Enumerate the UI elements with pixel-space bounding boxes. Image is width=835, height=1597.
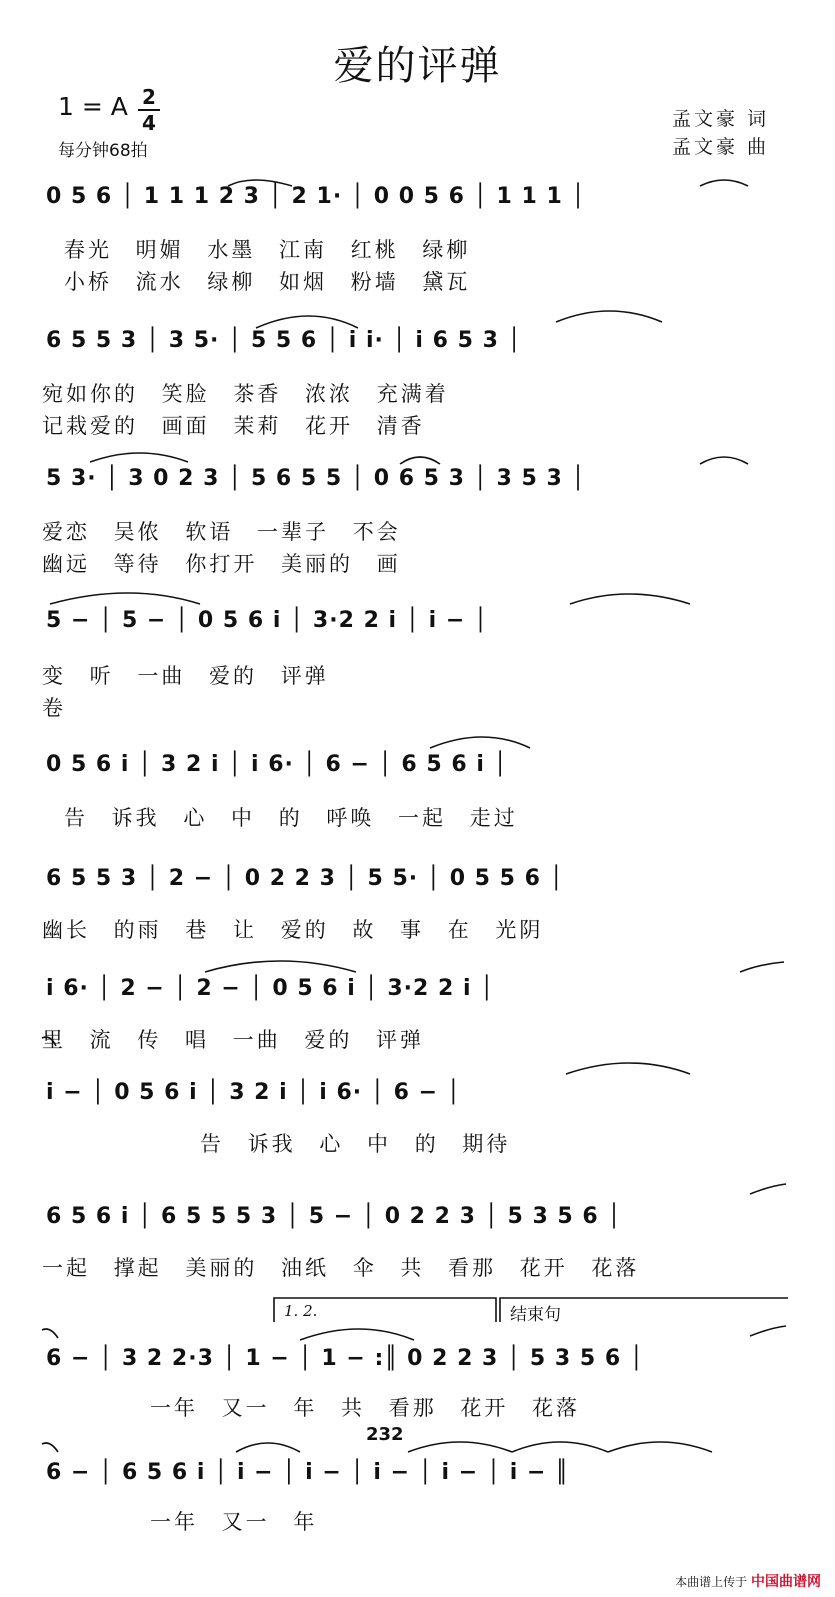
ending-label: 结束句 [510, 1305, 561, 1325]
lyric-row-9: 一起 撑起 美丽的 油纸 伞 共 看那 花开 花落 [42, 1256, 640, 1280]
lyric-row-8: 告 诉我 心 中 的 期待 [200, 1132, 511, 1156]
footer-credit [675, 1571, 821, 1591]
tie-mark [408, 1442, 512, 1452]
key-signature: 1 = A [58, 92, 128, 121]
staff-row-10: 6 − │ 3 2 2·3 │ 1 − │ 1 − :║ 0 2 2 3 │ 5 3 5 6 │ [46, 1346, 645, 1371]
lyric-row-2a: 宛如你的 笑脸 茶香 浓浓 充满着 [42, 382, 449, 406]
tie-mark [42, 1329, 58, 1338]
tie-mark [430, 737, 530, 748]
footer-uploaded: 本曲谱上传于 [675, 1575, 748, 1589]
lyric-row-3a: 爱恋 吴侬 软语 一辈子 不会 [42, 520, 401, 544]
tie-mark [50, 593, 200, 604]
tie-mark [512, 1442, 608, 1452]
staff-row-1: 0 5 6 │ 1 1 1 2 3 │ 2 1· │ 0 0 5 6 │ 1 1 1 │ [46, 184, 586, 209]
time-signature-bottom: 4 [142, 111, 156, 135]
lyric-row-10: 一年 又一 年 共 看那 花开 花落 [150, 1396, 581, 1420]
lyric-row-4b: 卷 [42, 696, 66, 720]
time-signature-top: 2 [142, 85, 156, 109]
staff-row-8: i − │ 0 5 6 i │ 3 2 i │ i 6· │ 6 − │ [46, 1080, 461, 1105]
tie-mark [556, 311, 662, 322]
tie-mark [256, 316, 358, 328]
tie-mark [740, 962, 784, 972]
score-title: 爱的评弹 [333, 43, 502, 89]
lyric-row-6: 幽长 的雨 巷 让 爱的 故 事 在 光阴 [42, 918, 544, 942]
tempo-marking: 每分钟68拍 [58, 141, 148, 161]
tie-mark [570, 594, 690, 604]
tie-mark [700, 180, 748, 186]
tie-mark [400, 457, 440, 464]
staff-row-11: 6 − │ 6 5 6 i │ i − │ i − │ i − │ i − │ i − ║ [46, 1460, 570, 1485]
lyric-row-1a: 春光 明媚 水墨 江南 红桃 绿柳 [64, 238, 471, 262]
lyric-row-4a: 变 听 一曲 爱的 评弹 [42, 664, 329, 688]
staff-row-4: 5 − │ 5 − │ 0 5 6 i │ 3·2 2 i │ i − │ [46, 608, 489, 633]
staff-row-5: 0 5 6 i │ 3 2 i │ i 6· │ 6 − │ 6 5 6 i │ [46, 752, 508, 777]
lyric-row-3b: 幽远 等待 你打开 美丽的 画 [42, 552, 401, 576]
staff-row-6: 6 5 5 3 │ 2 − │ 0 2 2 3 │ 5 5· │ 0 5 5 6 │ [46, 866, 564, 891]
tie-mark [700, 457, 748, 464]
volta-bracket [274, 1298, 496, 1322]
lyricist-credit: 孟文豪 词 [672, 108, 770, 130]
tie-mark [205, 961, 356, 972]
tie-mark [42, 1037, 56, 1046]
lyric-row-2b: 记栽爱的 画面 茉莉 花开 清香 [42, 414, 425, 438]
grace-notes: 232 [366, 1424, 404, 1445]
staff-row-7: i 6· │ 2 − │ 2 − │ 0 5 6 i │ 3·2 2 i │ [46, 976, 495, 1001]
lyric-row-5: 告 诉我 心 中 的 呼唤 一起 走过 [64, 806, 518, 830]
staff-row-3: 5 3· │ 3 0 2 3 │ 5 6 5 5 │ 0 6 5 3 │ 3 5 3 │ [46, 466, 586, 491]
staff-row-2: 6 5 5 3 │ 3 5· │ 5 5 6 │ i i· │ i 6 5 3 │ [46, 328, 522, 353]
tie-mark [566, 1063, 690, 1074]
lyric-row-1b: 小桥 流水 绿柳 如烟 粉墙 黛瓦 [64, 270, 471, 294]
site-logo: 中国曲谱网 [751, 1574, 821, 1590]
staff-row-9: 6 5 6 i │ 6 5 5 5 3 │ 5 − │ 0 2 2 3 │ 5 3 5 6 │ [46, 1204, 622, 1229]
tie-mark [42, 1443, 58, 1452]
tie-mark [750, 1184, 786, 1194]
tie-mark [750, 1326, 786, 1336]
composer-credit: 孟文豪 曲 [672, 136, 770, 158]
tie-mark [228, 180, 292, 186]
ending-bracket [500, 1298, 788, 1322]
tie-mark [608, 1442, 712, 1452]
volta-label: 1. 2. [284, 1302, 318, 1320]
lyric-row-11: 一年 又一 年 [150, 1510, 318, 1534]
tie-mark [300, 1329, 414, 1340]
tie-mark [90, 453, 188, 462]
lyric-row-7: 里 流 传 唱 一曲 爱的 评弹 [42, 1028, 425, 1052]
tie-mark [236, 1443, 300, 1452]
